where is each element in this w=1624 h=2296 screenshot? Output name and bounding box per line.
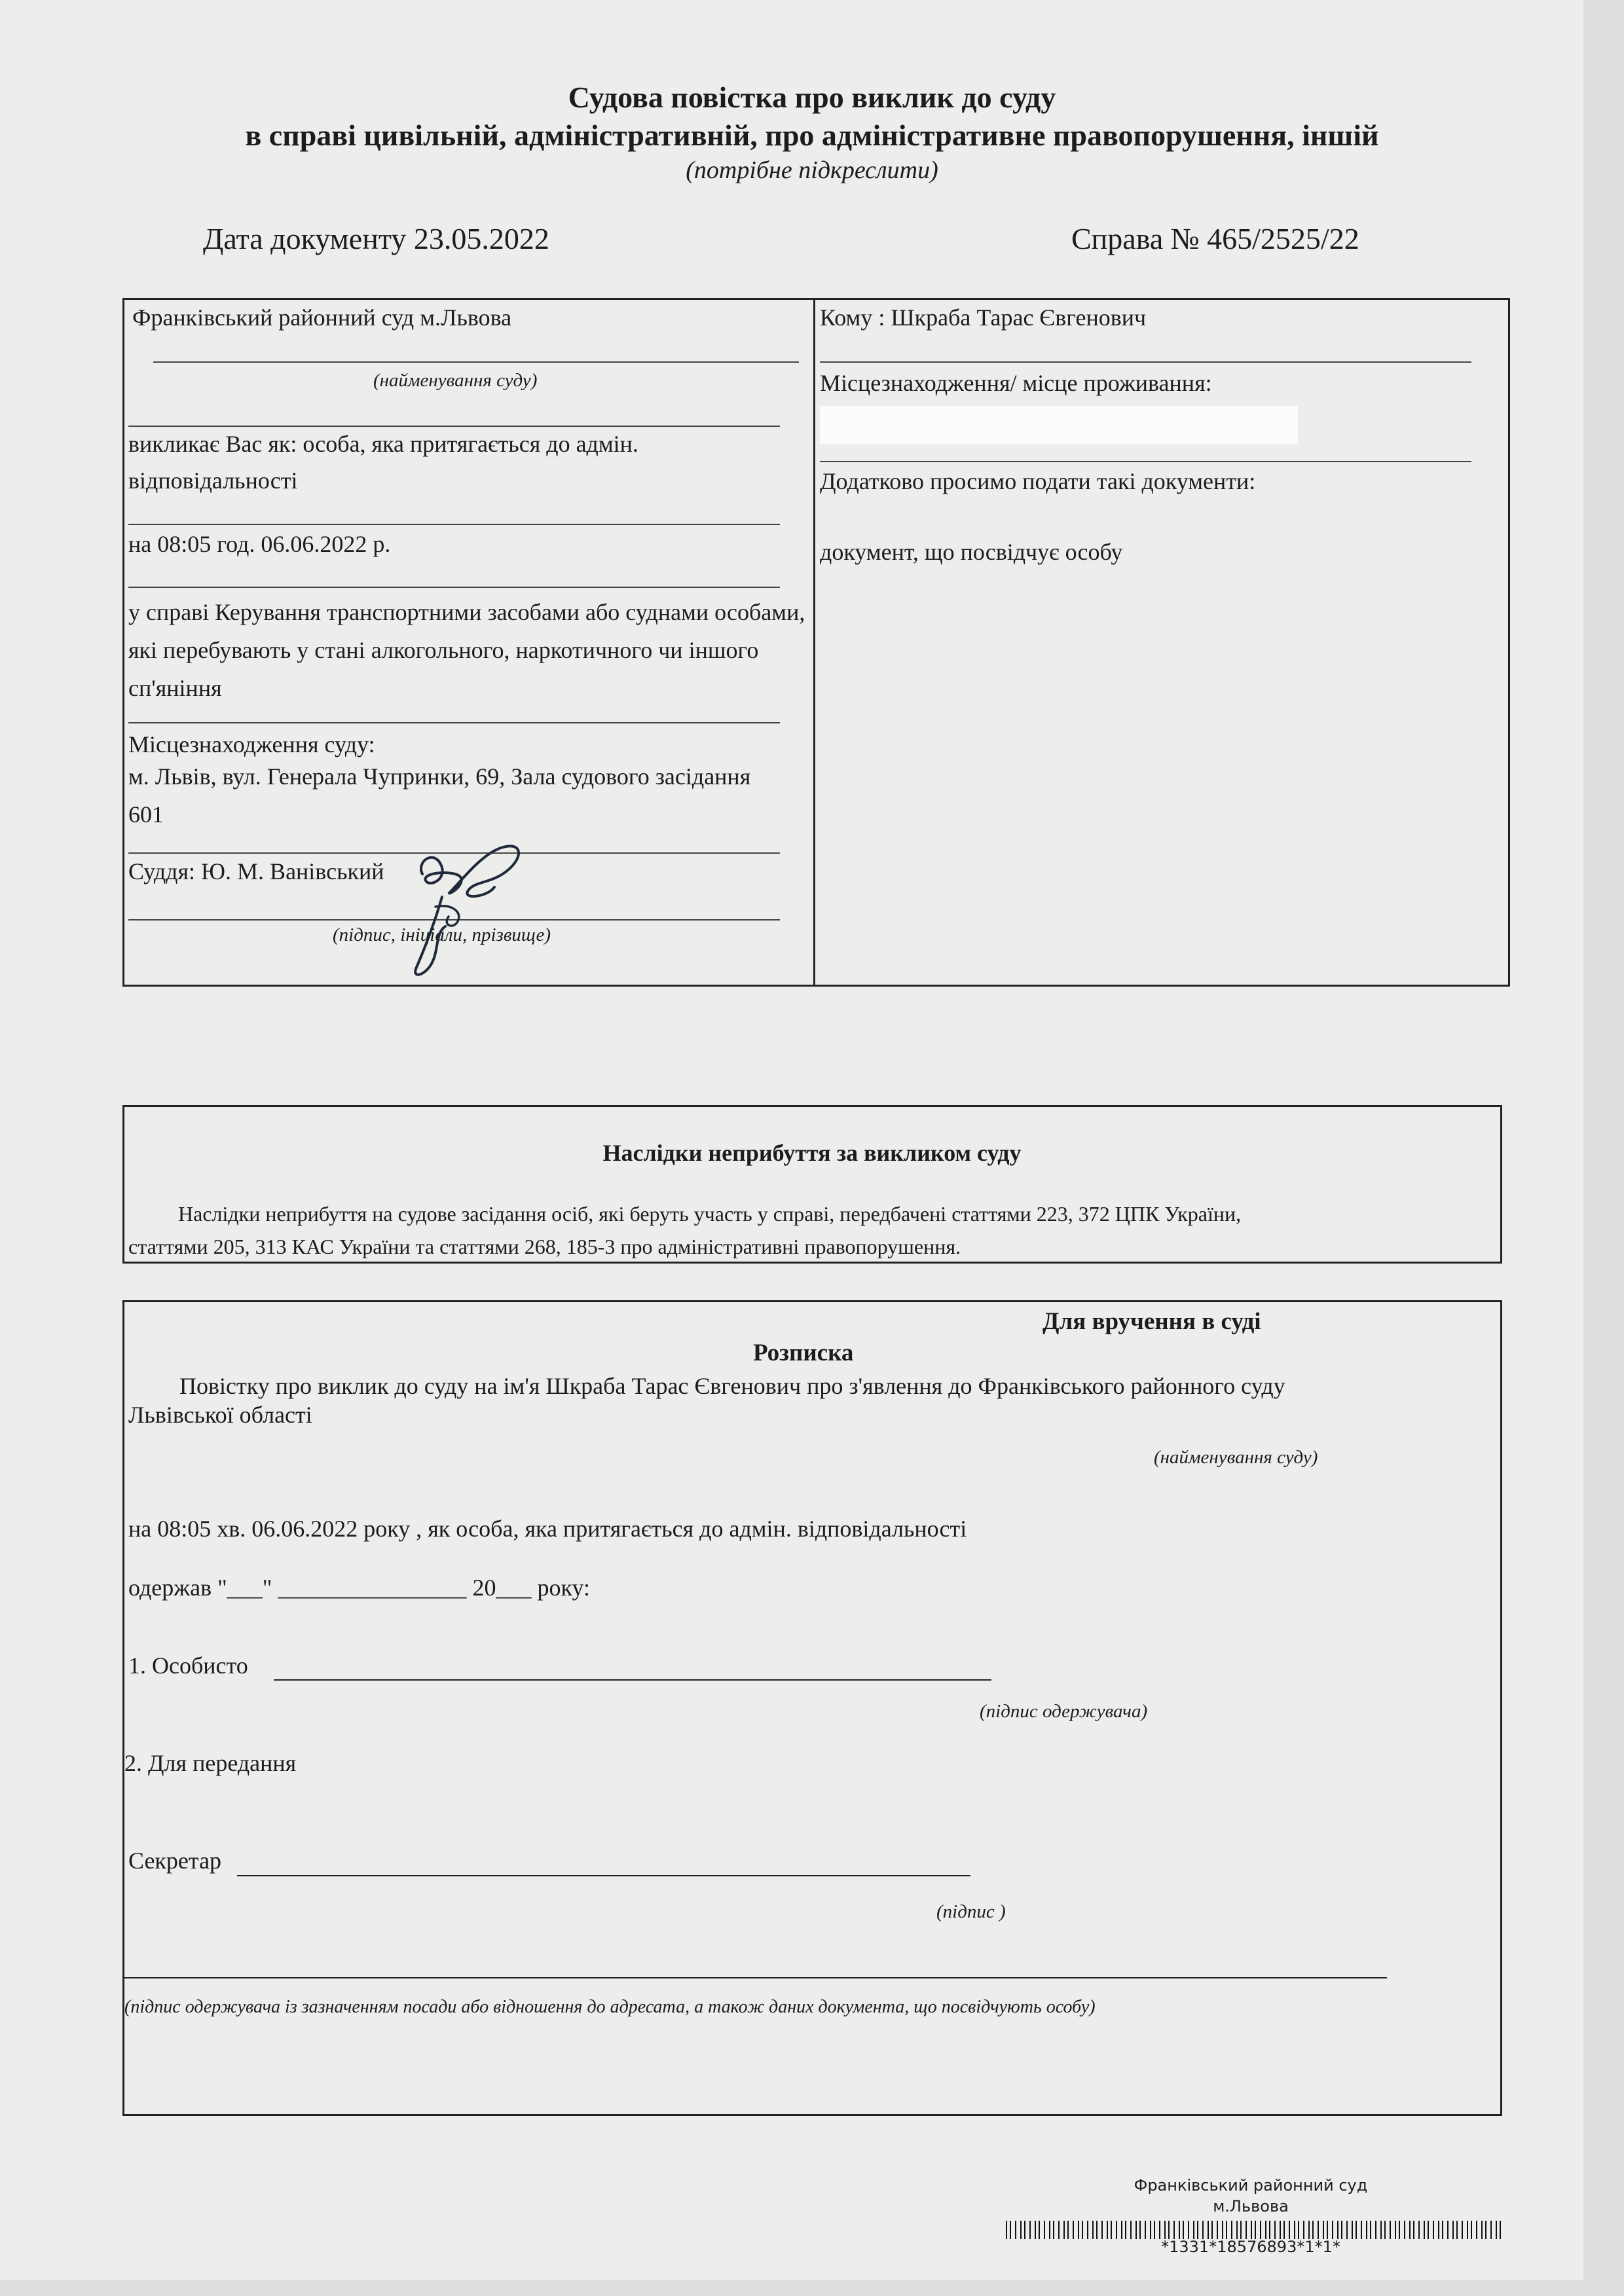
document-title: Судова повістка про виклик до суду	[568, 81, 1056, 114]
transfer-label: 2. Для передання	[124, 1750, 297, 1776]
secretary-signature-caption: (підпис )	[936, 1901, 1006, 1922]
calls-as-text: викликає Вас як: особа, яка притягається до адмін. відповідальності	[128, 431, 638, 494]
divider-line	[820, 361, 1471, 363]
footer-court-city: м.Львова	[1213, 2197, 1289, 2215]
hearing-time: на 08:05 год. 06.06.2022 р.	[128, 531, 391, 557]
case-subject: у справі Керування транспортними засобами або суднами особами, які перебувають у стані алкогольного, наркотичного чи іншого сп'яніння	[128, 599, 805, 701]
receipt-text: Повістку про виклик до суду на ім'я Шкраба Тарас Євгенович про з'явлення до Франківського районного суду	[179, 1373, 1285, 1399]
receipt-title: Розписка	[753, 1339, 854, 1366]
divider-line	[128, 587, 780, 588]
documents-value: документ, що посвідчує особу	[820, 539, 1123, 565]
divider-line	[128, 722, 780, 723]
column-divider	[813, 298, 815, 987]
consequences-text-line2: статтями 205, 313 КАС України та статтями 268, 185-3 про адміністративні правопорушення.	[128, 1235, 961, 1258]
footer-court-name: Франківський районний суд	[1134, 2176, 1368, 2195]
receipt-time-line: на 08:05 хв. 06.06.2022 року , як особа, яка притягається до адмін. відповідальності	[128, 1516, 967, 1542]
barcode	[1006, 2221, 1505, 2239]
judge-caption: (підпис, ініціали, прізвище)	[333, 924, 551, 945]
court-name: Франківський районний суд м.Львова	[132, 304, 512, 331]
receipt-court-caption: (найменування суду)	[1154, 1447, 1318, 1468]
recipient-signature-caption: (підпис одержувача)	[980, 1701, 1148, 1722]
secretary-signature-line	[237, 1875, 970, 1876]
address-label: Місцезнаходження/ місце проживання:	[820, 370, 1212, 396]
receipt-box	[122, 1300, 1502, 2116]
case-number: Справа № 465/2525/22	[1071, 222, 1359, 255]
document-subtitle: (потрібне підкреслити)	[686, 156, 938, 184]
consequences-text: Наслідки неприбуття на судове засідання осіб, які беруть участь у справі, передбачені статтями 223, 372 ЦПК України,	[178, 1202, 1242, 1226]
divider-line	[153, 361, 799, 363]
judge-name: Суддя: Ю. М. Ванівський	[128, 858, 384, 884]
documents-label: Додатково просимо подати такі документи:	[820, 468, 1256, 494]
received-date-line: одержав "___" ________________ 20___ року:	[128, 1575, 591, 1601]
for-court-label: Для вручення в суді	[1043, 1308, 1261, 1335]
court-location-value: м. Львів, вул. Генерала Чупринки, 69, Зала судового засідання 601	[128, 763, 751, 828]
document-title-line2: в справі цивільній, адміністративній, про адміністративне правопорушення, іншій	[245, 118, 1379, 152]
document-date: Дата документу 23.05.2022	[203, 222, 549, 255]
divider-line	[128, 524, 780, 525]
court-name-caption: (найменування суду)	[373, 370, 538, 391]
consequences-title: Наслідки неприбуття за викликом суду	[602, 1140, 1022, 1166]
recipient-details-line	[124, 1977, 1387, 1978]
judge-signature	[396, 835, 553, 985]
recipient-name: Кому : Шкраба Тарас Євгенович	[820, 304, 1147, 331]
court-location-label: Місцезнаходження суду:	[128, 731, 375, 757]
recipient-details-caption: (підпис одержувача із зазначенням посади або відношення до адресата, а також даних документа, що посвідчують особу)	[124, 1997, 1096, 2017]
receipt-text-line2: Львівської області	[128, 1402, 312, 1428]
personally-signature-line	[274, 1679, 991, 1681]
barcode-value: *1331*18576893*1*1*	[1161, 2238, 1340, 2256]
divider-line	[820, 461, 1471, 462]
redacted-address	[820, 406, 1298, 444]
secretary-label: Секретар	[128, 1848, 222, 1874]
personally-label: 1. Особисто	[128, 1652, 248, 1679]
